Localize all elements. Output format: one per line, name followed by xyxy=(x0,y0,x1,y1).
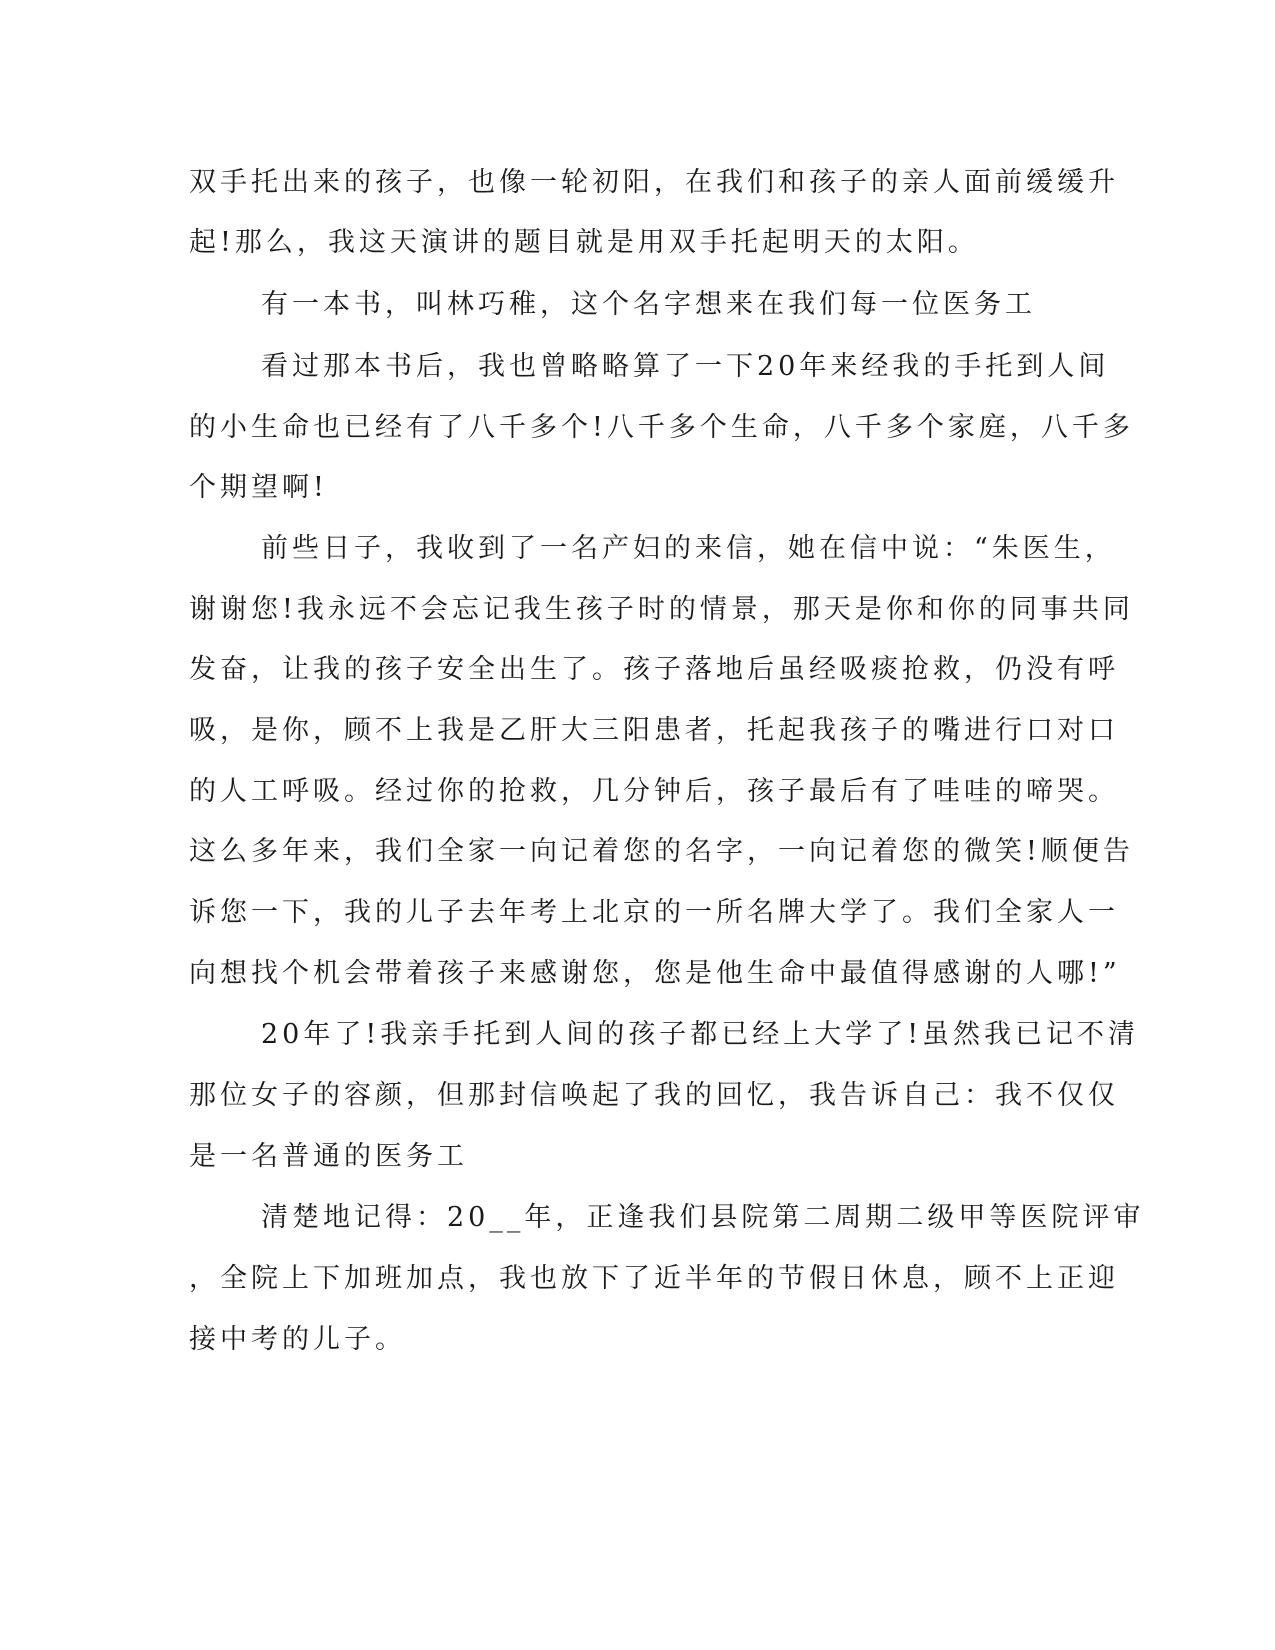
paragraph-first-line: 20年了!我亲手托到人间的孩子都已经上大学了!虽然我已记不清 xyxy=(261,1019,1140,1050)
text-line: 的人工呼吸。经过你的抢救，几分钟后，孩子最后有了哇哇的啼哭。 xyxy=(189,776,1119,807)
text-line: 双手托出来的孩子，也像一轮初阳，在我们和孩子的亲人面前缓缓升 xyxy=(189,167,1119,198)
paragraph-first-line: 有一本书，叫林巧稚，这个名字想来在我们每一位医务工 xyxy=(261,289,1036,320)
text-line: 发奋，让我的孩子安全出生了。孩子落地后虽经吸痰抢救，仍没有呼 xyxy=(189,654,1119,685)
text-line: 谢谢您!我永远不会忘记我生孩子时的情景，那天是你和你的同事共同 xyxy=(189,594,1134,625)
text-line: 起!那么，我这天演讲的题目就是用双手托起明天的太阳。 xyxy=(189,227,979,258)
paragraph-first-line: 清楚地记得：20__年，正逢我们县院第二周期二级甲等医院评审 xyxy=(261,1202,1145,1233)
text-line: 个期望啊! xyxy=(189,472,328,503)
text-line: 诉您一下，我的儿子去年考上北京的一所名牌大学了。我们全家人一 xyxy=(189,897,1119,928)
text-line: 这么多年来，我们全家一向记着您的名字，一向记着您的微笑!顺便告 xyxy=(189,836,1134,867)
text-line: 是一名普通的医务工 xyxy=(189,1141,468,1172)
text-line: 接中考的儿子。 xyxy=(189,1324,406,1355)
text-line: 的小生命也已经有了八千多个!八千多个生命，八千多个家庭，八千多 xyxy=(189,412,1134,443)
text-line: 那位女子的容颜，但那封信唤起了我的回忆，我告诉自己：我不仅仅 xyxy=(189,1080,1119,1111)
text-line: ，全院上下加班加点，我也放下了近半年的节假日休息，顾不上正迎 xyxy=(189,1263,1119,1294)
text-line: 向想找个机会带着孩子来感谢您，您是他生命中最值得感谢的人哪!” xyxy=(189,958,1121,989)
paragraph-first-line: 看过那本书后，我也曾略略算了一下20年来经我的手托到人间 xyxy=(261,351,1110,382)
paragraph-first-line: 前些日子，我收到了一名产妇的来信，她在信中说：“朱医生， xyxy=(261,533,1116,564)
text-line: 吸，是你，顾不上我是乙肝大三阳患者，托起我孩子的嘴进行口对口 xyxy=(189,715,1119,746)
